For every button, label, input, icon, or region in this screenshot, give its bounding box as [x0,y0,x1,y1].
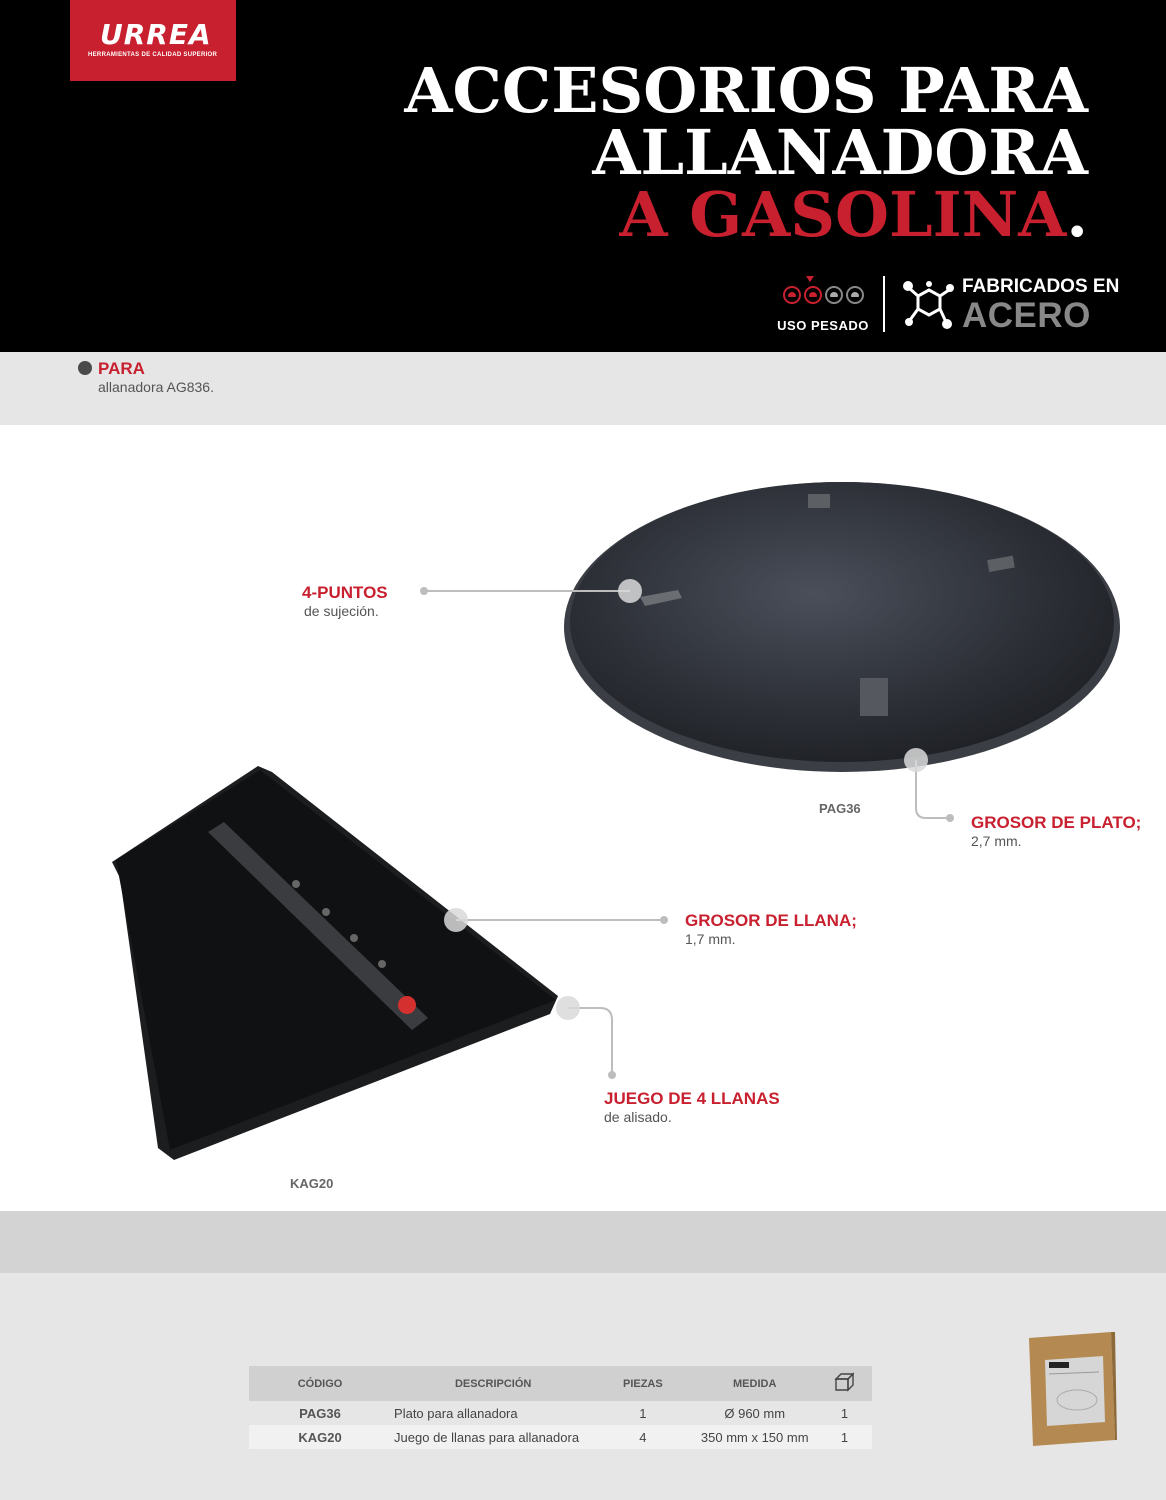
plate-code-label: PAG36 [819,801,861,816]
callout-juego-text: de alisado. [604,1109,672,1125]
callout-plato-title: GROSOR DE PLATO; [971,813,1142,832]
title-line-3 [404,178,1088,251]
page-title [404,54,1088,251]
title-line-2: ALLANADORA [592,116,1088,189]
header-code: CÓDIGO [249,1366,391,1401]
callout-puntos-title: 4-PUNTOS [302,583,388,602]
usage-rating [772,286,874,338]
made-in-material: ACERO [962,296,1091,335]
callout-llana-text: 1,7 mm. [685,931,736,947]
row-size: Ø 960 mm [692,1401,817,1425]
made-in-label: FABRICADOS EN [962,276,1120,297]
header-box [817,1366,872,1401]
row-code: KAG20 [249,1425,391,1449]
compatibility-text: allanadora AG836. [98,379,214,395]
header-desc: DESCRIPCIÓN [391,1366,593,1401]
helmet-gray-icon [825,286,843,304]
plate-product-image [560,472,1130,784]
compatibility-title: PARA [98,359,145,378]
title-dot: . [1066,178,1088,251]
row-pieces: 4 [593,1425,692,1449]
row-box: 1 [817,1401,872,1425]
row-desc: Juego de llanas para allanadora [391,1425,593,1449]
helmet-red-icon [804,286,822,304]
table-row [249,1425,872,1449]
callout-puntos-text: de sujeción. [304,603,379,619]
usage-label: USO PESADO [777,318,869,333]
usage-marker-icon [806,276,814,282]
box-icon [834,1372,854,1392]
title-line-1: ACCESORIOS PARA [404,54,1088,127]
row-code: PAG36 [249,1401,391,1425]
helmet-red-icon [783,286,801,304]
callout-juego-title: JUEGO DE 4 LLANAS [604,1089,780,1108]
bullet-icon [78,361,92,375]
header-banner [0,0,1166,352]
row-box: 1 [817,1425,872,1449]
spec-table-header [249,1366,872,1401]
logo-tagline: HERRAMIENTAS DE CALIDAD SUPERIOR [88,52,218,58]
molecule-icon [902,276,956,332]
table-row [249,1401,872,1425]
header-divider [883,276,885,332]
trowel-product-image [110,760,580,1165]
spec-table [249,1366,872,1449]
header-size: MEDIDA [692,1366,817,1401]
row-pieces: 1 [593,1401,692,1425]
trowel-code-label: KAG20 [290,1176,334,1191]
helmet-gray-icon [846,286,864,304]
header-pieces: PIEZAS [593,1366,692,1401]
urrea-logo[interactable] [70,0,236,81]
logo-text: URREA [100,18,212,51]
callout-llana-title: GROSOR DE LLANA; [685,911,857,930]
callout-plato-text: 2,7 mm. [971,833,1022,849]
title-highlight: A GASOLINA [619,178,1067,251]
row-desc: Plato para allanadora [391,1401,593,1425]
separator-band [0,1211,1166,1273]
row-size: 350 mm x 150 mm [692,1425,817,1449]
package-box-image [1025,1330,1117,1446]
